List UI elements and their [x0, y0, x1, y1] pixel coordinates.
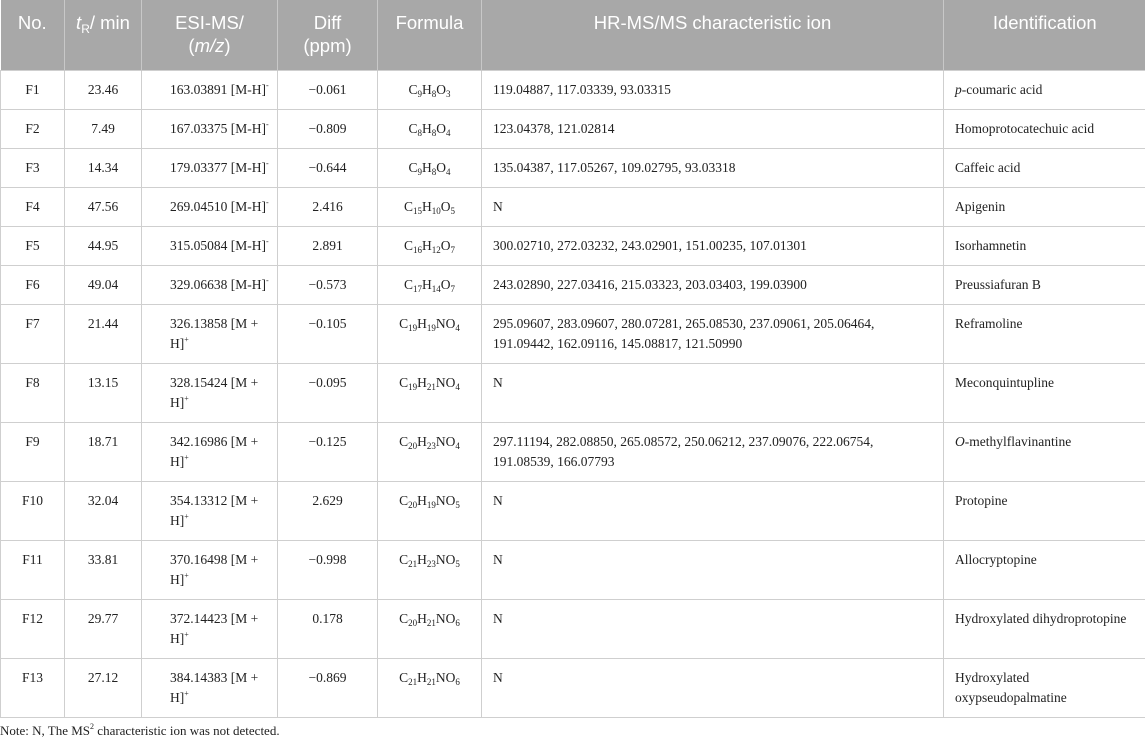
cell-characteristic-ion: N [482, 540, 944, 599]
cell-identification: Caffeic acid [944, 148, 1145, 187]
cell-no: F11 [1, 540, 65, 599]
cell-no: F2 [1, 109, 65, 148]
cell-characteristic-ion: N [482, 599, 944, 658]
cell-identification: Isorhamnetin [944, 226, 1145, 265]
cell-retention-time: 13.15 [65, 363, 142, 422]
cell-identification: Hydroxylated oxypseudopalmatine [944, 658, 1145, 717]
header-ion: HR-MS/MS characteristic ion [482, 0, 944, 70]
table-row [1, 226, 1145, 265]
cell-formula: $C_{21}H_{23}NO_5$ [378, 540, 482, 599]
header-diff: Diff (ppm) [278, 0, 378, 70]
header-esi-ms: ESI-MS/ (m/z) [142, 0, 278, 70]
cell-esi-ms: 384.14383 [M + H]+ [142, 658, 278, 717]
cell-no: F5 [1, 226, 65, 265]
cell-retention-time: 44.95 [65, 226, 142, 265]
cell-esi-ms: 179.03377 [M-H]- [142, 148, 278, 187]
cell-diff: −0.573 [278, 265, 378, 304]
header-retention-time: $t_R/$ min [65, 0, 142, 70]
cell-formula: $C_{20}H_{21}NO_6$ [378, 599, 482, 658]
table-note: Note: N, The $MS^2$ characteristic ion was not detected. [0, 722, 280, 738]
cell-no: F4 [1, 187, 65, 226]
cell-identification: Meconquintupline [944, 363, 1145, 422]
cell-retention-time: 23.46 [65, 70, 142, 109]
cell-retention-time: 33.81 [65, 540, 142, 599]
cell-formula: $C_9H_8O_3$ [378, 70, 482, 109]
cell-retention-time: 21.44 [65, 304, 142, 363]
cell-no: F7 [1, 304, 65, 363]
cell-formula: $C_{21}H_{21}NO_6$ [378, 658, 482, 717]
table-row [1, 187, 1145, 226]
table-row [1, 599, 1145, 658]
table-body [1, 70, 1145, 717]
cell-esi-ms: 328.15424 [M + H]+ [142, 363, 278, 422]
header-identification: Identification [944, 0, 1145, 70]
cell-diff: 2.416 [278, 187, 378, 226]
cell-diff: −0.869 [278, 658, 378, 717]
table-row [1, 422, 1145, 481]
cell-characteristic-ion: 243.02890, 227.03416, 215.03323, 203.03403, 199.03900 [482, 265, 944, 304]
cell-formula: $C_{17}H_{14}O_7$ [378, 265, 482, 304]
cell-characteristic-ion: 300.02710, 272.03232, 243.02901, 151.00235, 107.01301 [482, 226, 944, 265]
cell-characteristic-ion: N [482, 187, 944, 226]
cell-retention-time: 47.56 [65, 187, 142, 226]
cell-esi-ms: 326.13858 [M + H]+ [142, 304, 278, 363]
cell-characteristic-ion: 135.04387, 117.05267, 109.02795, 93.03318 [482, 148, 944, 187]
table-row [1, 265, 1145, 304]
cell-identification: Apigenin [944, 187, 1145, 226]
cell-diff: −0.809 [278, 109, 378, 148]
cell-characteristic-ion: N [482, 481, 944, 540]
cell-identification: Hydroxylated dihydroprotopine [944, 599, 1145, 658]
cell-formula: $C_{16}H_{12}O_7$ [378, 226, 482, 265]
table-row [1, 481, 1145, 540]
cell-diff: −0.095 [278, 363, 378, 422]
cell-retention-time: 7.49 [65, 109, 142, 148]
cell-esi-ms: 342.16986 [M + H]+ [142, 422, 278, 481]
cell-retention-time: 32.04 [65, 481, 142, 540]
cell-retention-time: 49.04 [65, 265, 142, 304]
cell-no: F3 [1, 148, 65, 187]
cell-esi-ms: 269.04510 [M-H]- [142, 187, 278, 226]
cell-characteristic-ion: N [482, 363, 944, 422]
table-row [1, 658, 1145, 717]
cell-identification: Protopine [944, 481, 1145, 540]
cell-formula: $C_9H_8O_4$ [378, 148, 482, 187]
cell-formula: $C_8H_8O_4$ [378, 109, 482, 148]
cell-esi-ms: 315.05084 [M-H]- [142, 226, 278, 265]
cell-diff: −0.998 [278, 540, 378, 599]
cell-characteristic-ion: 297.11194, 282.08850, 265.08572, 250.06212, 237.09076, 222.06754, 191.08539, 166.07793 [482, 422, 944, 481]
cell-formula: $C_{19}H_{21}NO_4$ [378, 363, 482, 422]
cell-diff: −0.644 [278, 148, 378, 187]
cell-characteristic-ion: 123.04378, 121.02814 [482, 109, 944, 148]
cell-esi-ms: 329.06638 [M-H]- [142, 265, 278, 304]
cell-no: F8 [1, 363, 65, 422]
table-row [1, 540, 1145, 599]
cell-no: F6 [1, 265, 65, 304]
table-row [1, 70, 1145, 109]
cell-diff: 0.178 [278, 599, 378, 658]
cell-characteristic-ion: N [482, 658, 944, 717]
cell-characteristic-ion: 119.04887, 117.03339, 93.03315 [482, 70, 944, 109]
cell-formula: $C_{19}H_{19}NO_4$ [378, 304, 482, 363]
cell-esi-ms: 372.14423 [M + H]+ [142, 599, 278, 658]
header-no: No. [1, 0, 65, 70]
table-row [1, 304, 1145, 363]
cell-formula: $C_{20}H_{23}NO_4$ [378, 422, 482, 481]
cell-no: F12 [1, 599, 65, 658]
table-row [1, 109, 1145, 148]
table-header [1, 0, 1145, 70]
header-formula: Formula [378, 0, 482, 70]
cell-esi-ms: 163.03891 [M-H]- [142, 70, 278, 109]
cell-esi-ms: 167.03375 [M-H]- [142, 109, 278, 148]
cell-identification: Homoprotocatechuic acid [944, 109, 1145, 148]
table-row [1, 148, 1145, 187]
cell-identification: Preussiafuran B [944, 265, 1145, 304]
cell-identification: Reframoline [944, 304, 1145, 363]
cell-characteristic-ion: 295.09607, 283.09607, 280.07281, 265.08530, 237.09061, 205.06464, 191.09442, 162.09116, 145.08817, 121.50990 [482, 304, 944, 363]
cell-no: F1 [1, 70, 65, 109]
cell-diff: 2.629 [278, 481, 378, 540]
cell-formula: $C_{15}H_{10}O_5$ [378, 187, 482, 226]
cell-no: F9 [1, 422, 65, 481]
cell-no: F13 [1, 658, 65, 717]
header-row [1, 0, 1145, 70]
cell-diff: −0.105 [278, 304, 378, 363]
cell-retention-time: 18.71 [65, 422, 142, 481]
cell-identification: p-coumaric acid [944, 70, 1145, 109]
cell-formula: $C_{20}H_{19}NO_5$ [378, 481, 482, 540]
cell-diff: 2.891 [278, 226, 378, 265]
table-row [1, 363, 1145, 422]
cell-no: F10 [1, 481, 65, 540]
cell-retention-time: 27.12 [65, 658, 142, 717]
cell-diff: −0.125 [278, 422, 378, 481]
cell-identification: O-methylflavinantine [944, 422, 1145, 481]
cell-esi-ms: 354.13312 [M + H]+ [142, 481, 278, 540]
cell-diff: −0.061 [278, 70, 378, 109]
cell-retention-time: 14.34 [65, 148, 142, 187]
cell-identification: Allocryptopine [944, 540, 1145, 599]
cell-esi-ms: 370.16498 [M + H]+ [142, 540, 278, 599]
cell-retention-time: 29.77 [65, 599, 142, 658]
